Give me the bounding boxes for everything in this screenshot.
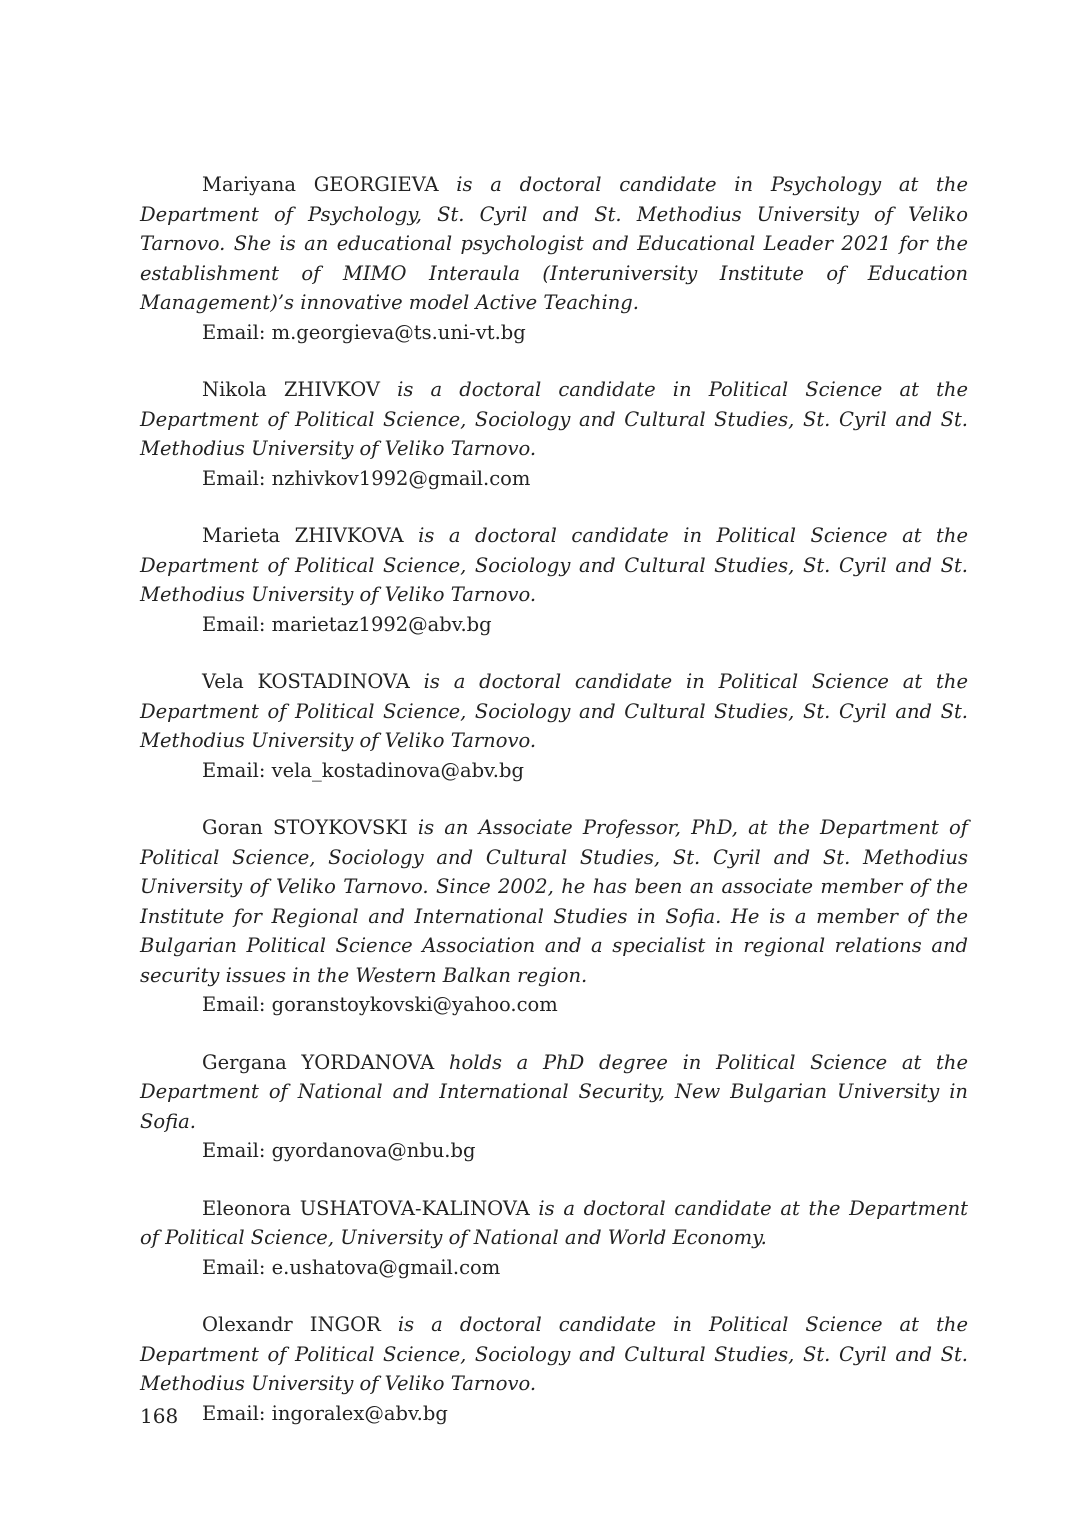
contributor-name: Mariyana GEORGIEVA [202,173,439,196]
contributors-list [140,170,968,1456]
contributor-email: Email: m.georgieva@ts.uni-vt.bg [202,320,526,344]
bio-paragraph [140,1310,968,1399]
contributor-email: Email: nzhivkov1992@gmail.com [202,466,531,490]
contributor-bio [140,170,968,347]
contributor-email: Email: ingoralex@abv.bg [202,1401,448,1425]
bio-paragraph [140,170,968,318]
bio-paragraph [140,521,968,610]
contributor-email: Email: goranstoykovski@yahoo.com [202,993,558,1016]
contributor-name: Eleonora USHATOVA-KALINOVA [202,1196,530,1220]
contributor-name: Gergana YORDANOVA [202,1050,435,1074]
contributor-name: Olexandr INGOR [202,1313,381,1336]
contributor-description: is a doctoral candidate in Political Science at the Department of Political Science, Sociology and Cultural Studies, St. Cyril and St. Methodius University of Veliko Tarnovo. [140,1313,969,1395]
contributor-description: is a doctoral candidate in Political Science at the Department of Political Science, Sociology and Cultural Studies, St. Cyril and St. Methodius University of Veliko Tarnovo. [140,524,968,606]
contributor-bio [140,1048,968,1166]
contributor-description: is a doctoral candidate in Psychology at the Department of Psychology, St. Cyril and St. Methodius University of Veliko Tarnovo. She is an educational psychologist and Educational Leader 2021 for the establishment of MIMO Interaula (Interuniversity Institute of Education Management)’s innovative model Active Teaching. [140,173,968,314]
bio-paragraph [140,667,968,756]
contributor-description: is a doctoral candidate at the Department of Political Science, University of National and World Economy. [140,1196,968,1249]
contributor-email: Email: e.ushatova@gmail.com [202,1255,501,1279]
contributor-description: is a doctoral candidate in Political Science at the Department of Political Science, Sociology and Cultural Studies, St. Cyril and St. Methodius University of Veliko Tarnovo. [140,670,968,752]
bio-paragraph [140,1194,968,1253]
contributor-name: Vela KOSTADINOVA [202,670,410,693]
contributor-bio [140,1310,968,1428]
contributor-bio [140,521,968,639]
contributor-name: Nikola ZHIVKOV [202,378,380,401]
contributor-email: Email: gyordanova@nbu.bg [202,1139,476,1162]
contributor-bio [140,667,968,785]
bio-paragraph [140,375,968,464]
contributor-email: Email: vela_kostadinova@abv.bg [202,758,524,782]
contributor-bio [140,375,968,493]
contributor-description: is an Associate Professor, PhD, at the Department of Political Science, Sociology and Cultural Studies, St. Cyril and St. Methodius University of Veliko Tarnovo. Since 2002, he has been an associate member of the Institute for Regional and International Studies in Sofia. He is a member of the Bulgarian Political Science Association and a specialist in regional relations and security issues in the Western Balkan region. [140,816,968,987]
contributor-name: Goran STOYKOVSKI [202,816,408,839]
contributor-description: is a doctoral candidate in Political Science at the Department of Political Science, Sociology and Cultural Studies, St. Cyril and St. Methodius University of Veliko Tarnovo. [140,378,969,460]
contributor-bio [140,813,968,1020]
bio-paragraph [140,1048,968,1137]
contributor-email: Email: marietaz1992@abv.bg [202,612,492,636]
page-number: 168 [140,1404,179,1428]
bio-paragraph [140,813,968,990]
contributor-bio [140,1194,968,1283]
contributor-name: Marieta ZHIVKOVA [202,524,404,547]
contributor-description: holds a PhD degree in Political Science at the Department of National and International Security, New Bulgarian University in Sofia. [140,1050,968,1133]
